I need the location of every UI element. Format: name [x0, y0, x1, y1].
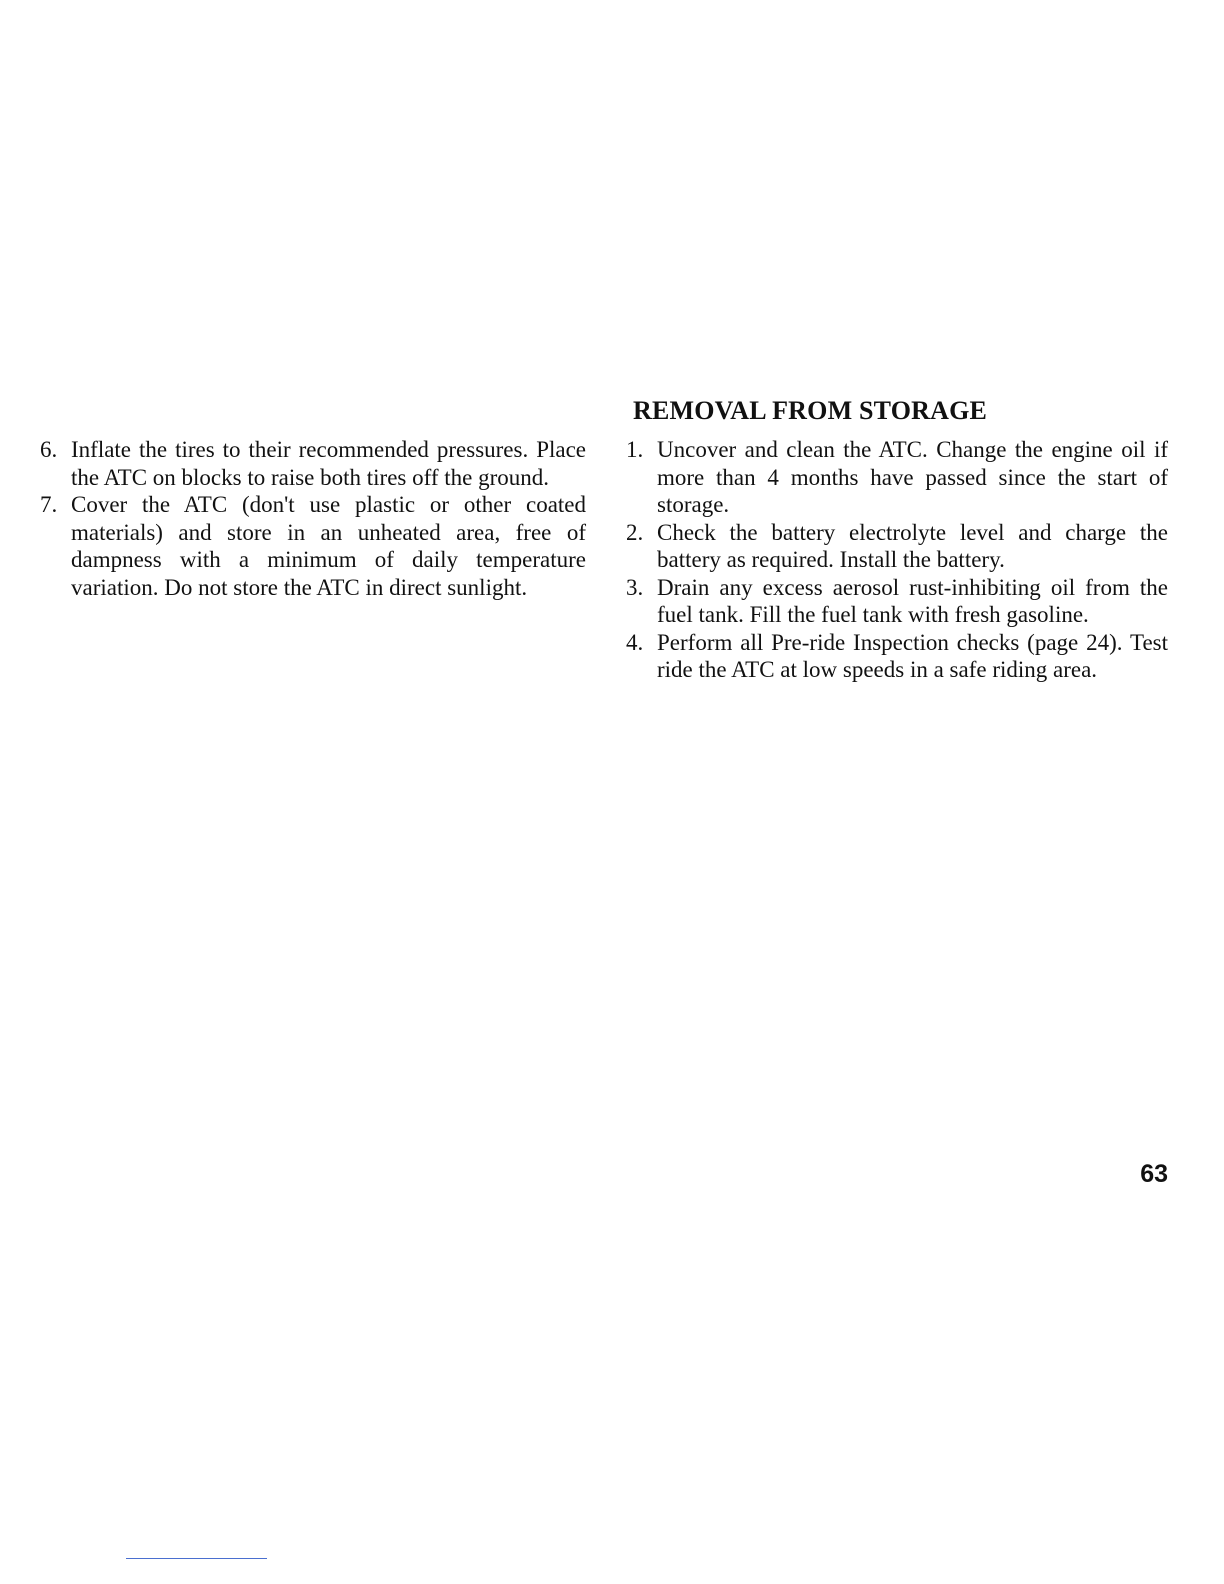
step-text: Check the battery electrolyte level and charge the battery as required. Install the battery. — [657, 519, 1168, 572]
list-item — [626, 574, 1168, 629]
removal-from-storage-section — [626, 396, 1168, 684]
step-number: 3. — [626, 574, 644, 600]
list-item — [40, 491, 586, 601]
footer-rule — [126, 1558, 267, 1559]
step-number: 6. — [40, 437, 58, 462]
storage-steps-continued — [40, 436, 586, 601]
list-item — [40, 436, 586, 491]
removal-steps-list — [626, 436, 1168, 684]
step-text: Drain any excess aerosol rust-inhibiting oil from the fuel tank. Fill the fuel tank with fresh gasoline. — [657, 574, 1168, 627]
step-text: Uncover and clean the ATC. Change the engine oil if more than 4 months have passed since the start of storage. — [657, 437, 1168, 517]
step-number: 7. — [40, 492, 58, 517]
step-text: Perform all Pre-ride Inspection checks (page 24). Test ride the ATC at low speeds in a safe riding area. — [657, 629, 1168, 682]
list-item — [626, 436, 1168, 519]
step-number: 4. — [626, 629, 644, 655]
step-number: 2. — [626, 519, 644, 545]
step-number: 1. — [626, 437, 644, 462]
list-item — [626, 519, 1168, 574]
step-text: Cover the ATC (don't use plastic or other coated materials) and store in an unheated area, free of dampness with a minimum of daily temperature variation. Do not store the ATC in direct sunlight. — [71, 492, 586, 600]
list-item — [626, 629, 1168, 684]
section-heading: REMOVAL FROM STORAGE — [633, 396, 988, 425]
step-text: Inflate the tires to their recommended pressures. Place the ATC on blocks to raise both tires off the ground. — [71, 437, 586, 490]
page-number: 63 — [1140, 1160, 1168, 1188]
storage-steps-list — [40, 436, 586, 601]
